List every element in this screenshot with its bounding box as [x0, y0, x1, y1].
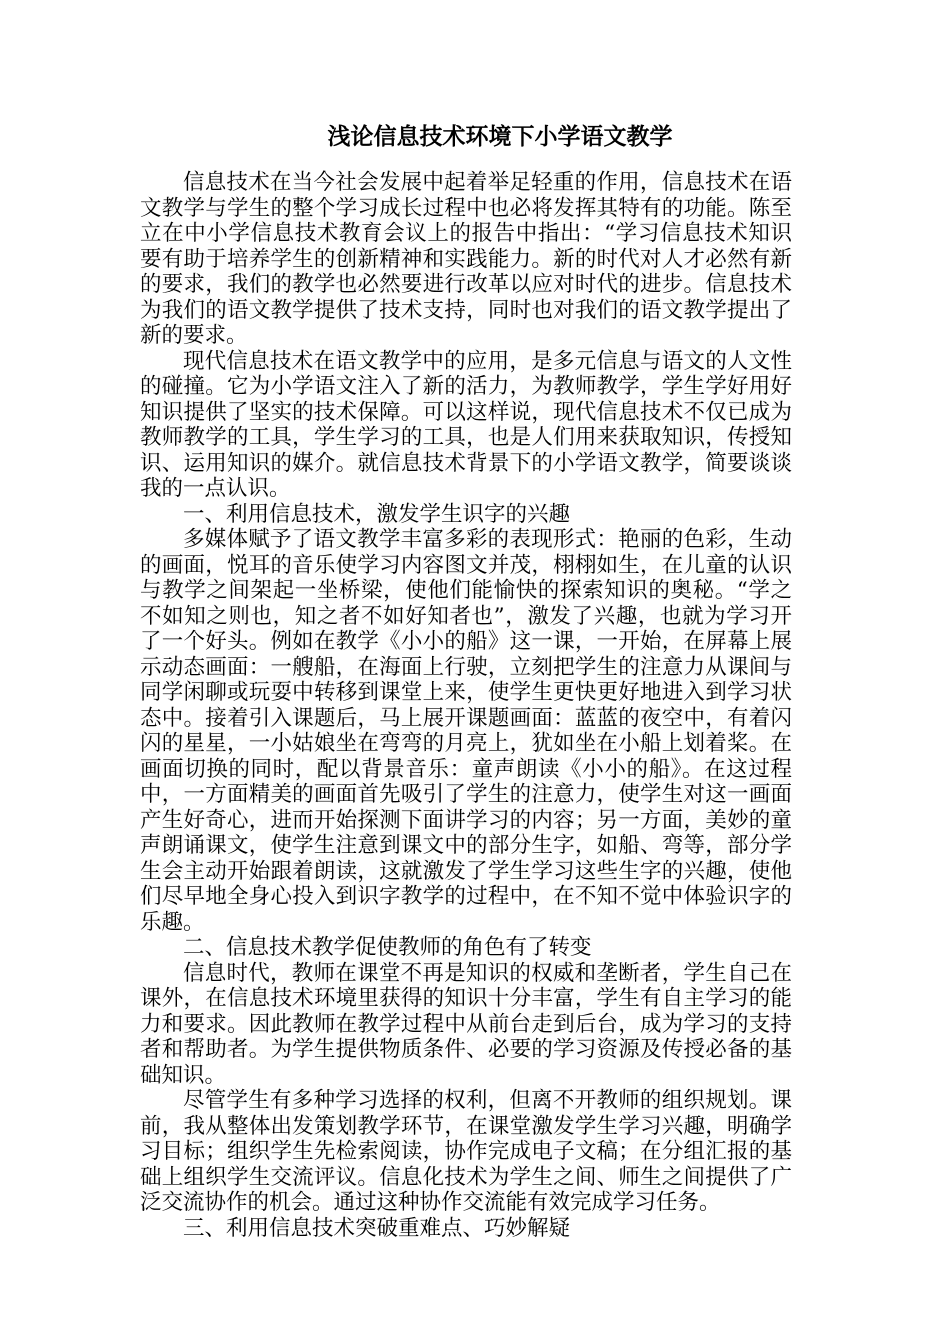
paragraph-organization: 尽管学生有多种学习选择的权利，但离不开教师的组织规划。课前，我从整体出发策划教学环节，在课堂激发学生学习兴趣，明确学习目标；组织学生先检索阅读，协作完成电子文稿；在分组汇报的基础上组织学生交流评议。信息化技术为学生之间、师生之间提供了广泛交流协作的机会。通过这种协作交流能有效完成学习任务。 [140, 1088, 792, 1215]
section-heading-1: 一、利用信息技术，激发学生识字的兴趣 [183, 501, 571, 527]
paragraph-modern-tech: 现代信息技术在语文教学中的应用，是多元信息与语文的人文性的碰撞。它为小学语文注入了新的活力，为教师教学，学生学好用好知识提供了坚实的技术保障。可以这样说，现代信息技术不仅已成为教师教学的工具，学生学习的工具，也是人们用来获取知识，传授知识、运用知识的媒介。就信息技术背景下的小学语文教学，简要谈谈我的一点认识。 [140, 348, 792, 501]
section-heading-3: 三、利用信息技术突破重难点、巧妙解疑 [183, 1215, 571, 1241]
document-title: 浅论信息技术环境下小学语文教学 [327, 124, 673, 150]
section-heading-2: 二、信息技术教学促使教师的角色有了转变 [183, 935, 592, 960]
paragraph-teacher-role: 信息时代，教师在课堂不再是知识的权威和垄断者，学生自己在课外，在信息技术环境里获得的知识十分丰富，学生有自主学习的能力和要求。因此教师在教学过程中从前台走到后台，成为学习的支持者和帮助者。为学生提供物质条件、必要的学习资源及传授必备的基础知识。 [140, 960, 792, 1088]
paragraph-intro: 信息技术在当今社会发展中起着举足轻重的作用，信息技术在语文教学与学生的整个学习成长过程中也必将发挥其特有的功能。陈至立在中小学信息技术教育会议上的报告中指出：“学习信息技术知识要有助于培养学生的创新精神和实践能力。新的时代对人才必然有新的要求，我们的教学也必然要进行改革以应对时代的进步。信息技术为我们的语文教学提供了技术支持，同时也对我们的语文教学提出了新的要求。 [140, 170, 792, 348]
document-body [140, 170, 792, 1241]
paragraph-multimedia: 多媒体赋予了语文教学丰富多彩的表现形式：艳丽的色彩，生动的画面，悦耳的音乐使学习内容图文并茂，栩栩如生，在儿童的认识与教学之间架起一坐桥梁，使他们能愉快的探索知识的奥秘。“学之不如知之则也，知之者不如好知者也”，激发了兴趣，也就为学习开了一个好头。例如在教学《小小的船》这一课，一开始，在屏幕上展示动态画面：一艘船，在海面上行驶，立刻把学生的注意力从课间与同学闲聊或玩耍中转移到课堂上来，使学生更快更好地进入到学习状态中。接着引入课题后，马上展开课题画面：蓝蓝的夜空中，有着闪闪的星星，一小姑娘坐在弯弯的月亮上，犹如坐在小船上划着桨。在画面切换的同时，配以背景音乐：童声朗读《小小的船》。在这过程中，一方面精美的画面首先吸引了学生的注意力，使学生对这一画面产生好奇心，进而开始探测下面讲学习的内容；另一方面，美妙的童声朗诵课文，使学生注意到课文中的部分生字，如船、弯等，部分学生会主动开始跟着朗读，这就激发了学生学习这些生字的兴趣，使他们尽早地全身心投入到识字教学的过程中，在不知不觉中体验识字的乐趣。 [140, 527, 792, 935]
